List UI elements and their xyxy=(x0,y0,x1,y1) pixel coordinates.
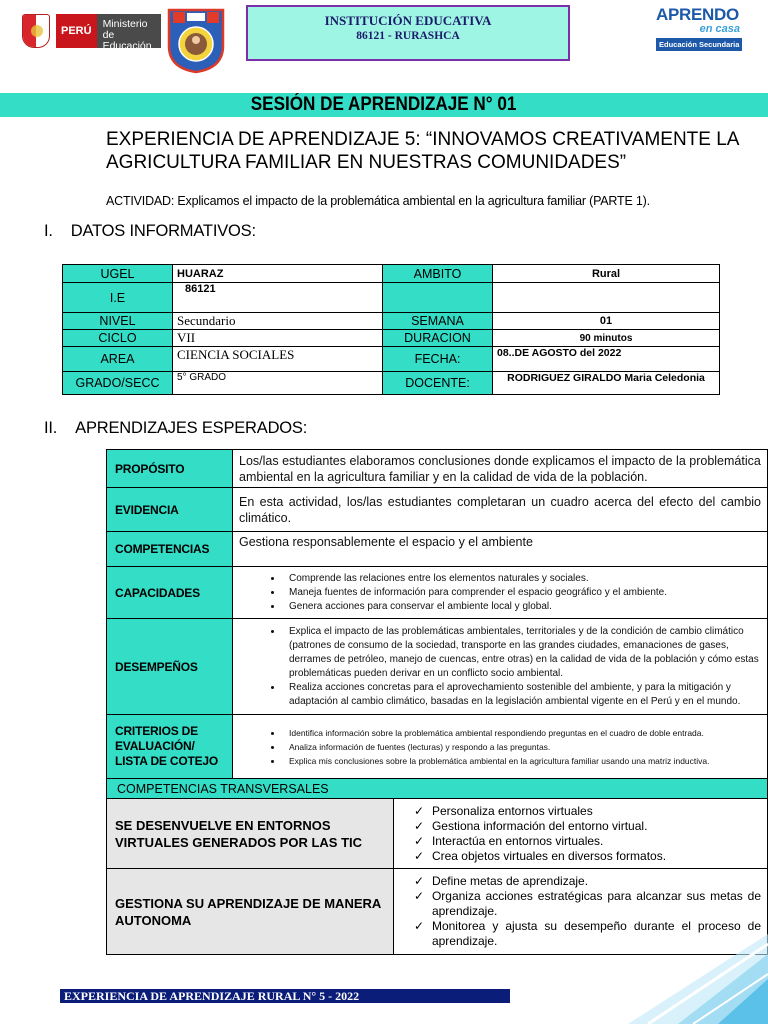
section-aprendizajes-heading: II. APRENDIZAJES ESPERADOS: xyxy=(44,419,308,437)
list-item: ✓ Define metas de aprendizaje. xyxy=(414,874,767,889)
list-item: • Maneja fuentes de información para comprender el espacio geográfico y el ambiente. xyxy=(283,586,761,600)
table-row xyxy=(107,779,768,799)
footer-bar: EXPERIENCIA DE APRENDIZAJE RURAL N° 5 - 2022 xyxy=(60,989,510,1003)
empty-key xyxy=(383,283,493,313)
school-seal-icon xyxy=(165,6,227,74)
institucion-code: 86121 - RURASHCA xyxy=(356,30,460,42)
nivel-key: NIVEL xyxy=(63,313,173,330)
grado-key: GRADO/SECC xyxy=(63,372,173,395)
docente-value: RODRIGUEZ GIRALDO Maria Celedonia xyxy=(493,372,720,395)
tic-label: SE DESENVUELVE EN ENTORNOS VIRTUALES GENERADOS POR LAS TIC xyxy=(107,799,394,869)
experiencia-title: EXPERIENCIA DE APRENDIZAJE 5: “INNOVAMOS CREATIVAMENTE LA AGRICULTURA FAMILIAR EN NUESTRAS COMUNIDADES” xyxy=(106,129,739,173)
list-item: • Explica mis conclusiones sobre la problemática ambiental en la agricultura familiar usando una matriz inductiva. xyxy=(283,754,761,768)
proposito-value: Los/las estudiantes elaboramos conclusiones donde explicamos el impacto de la problemática ambiental en la agricultura familiar y en la calidad de vida de la población. xyxy=(233,450,768,488)
list-item: • Genera acciones para conservar el ambiente local y global. xyxy=(283,600,761,614)
fecha-key: FECHA: xyxy=(383,347,493,372)
ugel-value: HUARAZ xyxy=(173,265,383,283)
list-item: • Realiza acciones concretas para el aprovechamiento sostenible del ambiente, y para la mitigación y adaptación al cambio climático, basadas en la legislación ambiental vigente en el Perú y en el mundo. xyxy=(283,681,761,709)
evidencia-value: En esta actividad, los/las estudiantes completaran un cuadro acerca del efecto del cambio climático. xyxy=(233,488,768,532)
aprendo-en-casa-logo: APRENDO en casa Educación Secundaria xyxy=(656,6,746,52)
list-item: ✓ Gestiona información del entorno virtual. xyxy=(414,819,767,834)
competencias-value: Gestiona responsablemente el espacio y el ambiente xyxy=(233,532,768,567)
list-item: ✓ Interactúa en entornos virtuales. xyxy=(414,834,767,849)
ambito-key: AMBITO xyxy=(383,265,493,283)
evidencia-label: EVIDENCIA xyxy=(107,488,233,532)
footer-decoration-icon xyxy=(568,934,768,1024)
institucion-box xyxy=(246,5,570,61)
transversales-heading: COMPETENCIAS TRANSVERSALES xyxy=(107,779,768,799)
table-row xyxy=(107,567,768,619)
ministerio-label: Ministerio de Educación xyxy=(97,14,161,48)
table-row xyxy=(107,488,768,532)
proposito-label: PROPÓSITO xyxy=(107,450,233,488)
grado-value: 5° GRADO xyxy=(173,372,383,395)
capacidades-list xyxy=(239,572,761,614)
list-item: • Explica el impacto de las problemáticas ambientales, territoriales y de la condición de cambio climático (patrones de consumo de la sociedad, transporte en las grandes ciudades, emanaciones de gases, derrames de petróleo, manejo de cuencas, entre otras) en la calidad de vida de la población y cómo estas problemáticas pueden derivar en un conflicto socio ambiental. xyxy=(283,625,761,681)
desempenos-label: DESEMPEÑOS xyxy=(107,619,233,715)
table-row xyxy=(107,532,768,567)
peru-label: PERÚ xyxy=(56,14,97,48)
ie-key: I.E xyxy=(63,283,173,313)
list-item: • Identifica información sobre la problemática ambiental respondiendo preguntas en el cuadro de doble entrada. xyxy=(283,726,761,740)
ugel-key: UGEL xyxy=(63,265,173,283)
desempenos-list xyxy=(239,625,761,709)
empty-value xyxy=(493,283,720,313)
semana-key: SEMANA xyxy=(383,313,493,330)
table-row xyxy=(63,283,720,313)
datos-informativos-table xyxy=(62,264,720,395)
table-row xyxy=(107,715,768,779)
section-datos-heading: I. DATOS INFORMATIVOS: xyxy=(44,222,256,240)
table-row xyxy=(63,372,720,395)
criterios-value xyxy=(233,715,768,779)
nivel-value: Secundario xyxy=(173,313,383,330)
ministerio-logo xyxy=(22,14,161,52)
competencias-label: COMPETENCIAS xyxy=(107,532,233,567)
institucion-title: INSTITUCIÓN EDUCATIVA xyxy=(324,13,492,28)
duracion-value: 90 minutos xyxy=(493,330,720,347)
area-key: AREA xyxy=(63,347,173,372)
semana-value: 01 xyxy=(493,313,720,330)
table-row xyxy=(107,799,768,869)
table-row xyxy=(107,619,768,715)
table-row xyxy=(63,265,720,283)
table-row xyxy=(107,450,768,488)
table-row xyxy=(63,330,720,347)
aprendizajes-table xyxy=(106,449,768,955)
list-item: ✓ Monitorea y ajusta su desempeño durante el proceso de aprendizaje. xyxy=(414,919,767,949)
actividad-text: ACTIVIDAD: Explicamos el impacto de la problemática ambiental en la agricultura familiar (PARTE 1). xyxy=(106,194,650,208)
desempenos-value xyxy=(233,619,768,715)
ie-value: 86121 xyxy=(173,283,383,313)
list-item: ✓ Personaliza entornos virtuales xyxy=(414,804,767,819)
docente-key: DOCENTE: xyxy=(383,372,493,395)
session-title: SESIÓN DE APRENDIZAJE N° 01 xyxy=(251,94,517,115)
duracion-key: DURACION xyxy=(383,330,493,347)
ciclo-key: CICLO xyxy=(63,330,173,347)
capacidades-value xyxy=(233,567,768,619)
list-item: ✓ Organiza acciones estratégicas para alcanzar sus metas de aprendizaje. xyxy=(414,889,767,919)
criterios-label: CRITERIOS DE EVALUACIÓN/ LISTA DE COTEJO xyxy=(107,715,233,779)
ciclo-value: VII xyxy=(173,330,383,347)
autonoma-label: GESTIONA SU APRENDIZAJE DE MANERA AUTONOMA xyxy=(107,869,394,955)
criterios-list xyxy=(239,726,761,768)
list-item: ✓ Crea objetos virtuales en diversos formatos. xyxy=(414,849,767,864)
area-value: CIENCIA SOCIALES xyxy=(173,347,383,372)
peru-coat-of-arms-icon xyxy=(22,14,50,48)
tic-list xyxy=(394,804,767,864)
capacidades-label: CAPACIDADES xyxy=(107,567,233,619)
table-row xyxy=(63,347,720,372)
session-title-bar xyxy=(0,93,768,117)
tic-value xyxy=(393,799,767,869)
list-item: • Comprende las relaciones entre los elementos naturales y sociales. xyxy=(283,572,761,586)
fecha-value: 08..DE AGOSTO del 2022 xyxy=(493,347,720,372)
list-item: • Analiza información de fuentes (lecturas) y respondo a las preguntas. xyxy=(283,740,761,754)
table-row xyxy=(63,313,720,330)
ambito-value: Rural xyxy=(493,265,720,283)
